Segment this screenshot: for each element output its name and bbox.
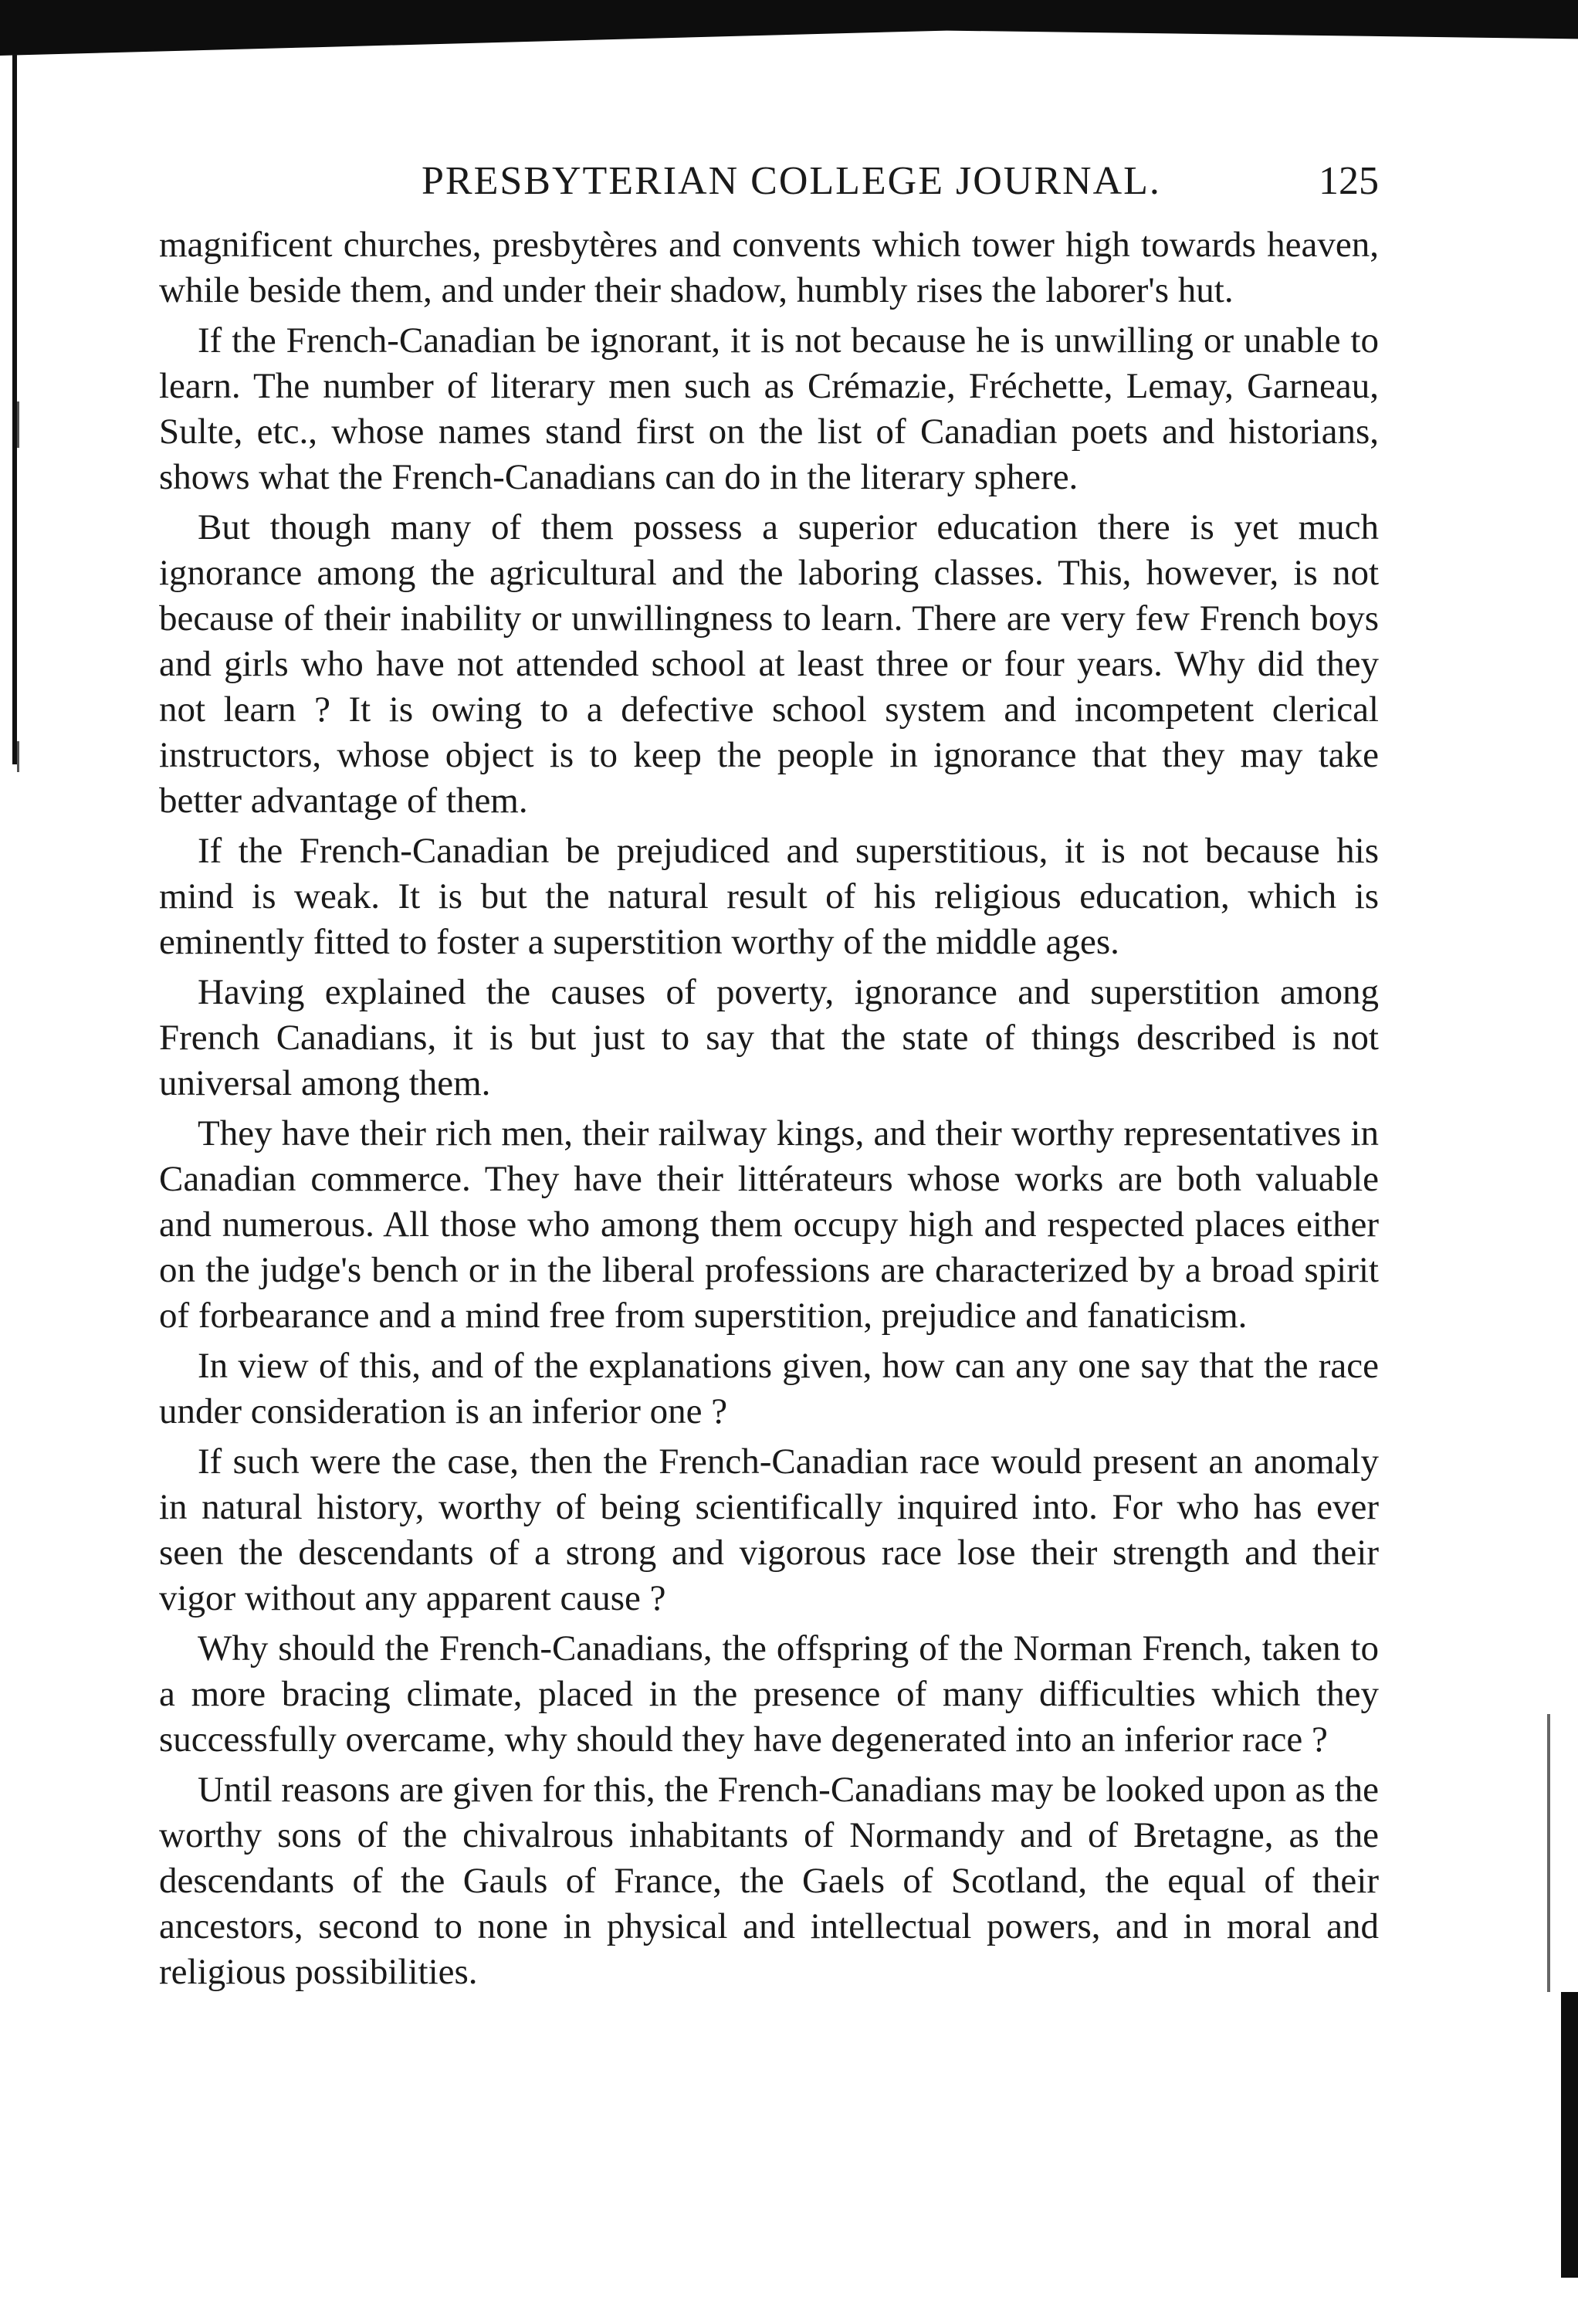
paragraph: magnificent churches, presbytères and convents which tower high towards heaven, while beside them, and under their shadow, humbly rises the laborer's hut. — [159, 225, 1379, 310]
scan-mark — [17, 401, 19, 448]
paragraph: But though many of them possess a superior education there is yet much ignorance among the agricultural and the laboring classes. This, however, is not because of their inability or unwillingness to learn. There are very few French boys and girls who have not attended school at least three or four years. Why did they not learn ? It is owing to a defective school system and incompetent clerical instructors, whose object is to keep the people in ignorance that they may take better advantage of them. — [159, 507, 1379, 821]
scan-mark — [17, 741, 19, 772]
paragraph: Until reasons are given for this, the French-Canadians may be looked upon as the worthy sons of the chivalrous inhabitants of Normandy and of Bretagne, as the descendants of the Gauls of France, the Gaels of Scotland, the equal of their ancestors, second to none in physical and intellectual powers, and in moral and religious possibilities. — [159, 1770, 1379, 1992]
scan-edge-right-thin — [1547, 1714, 1550, 1992]
scan-edge-right — [1561, 1992, 1578, 2278]
scan-edge-top — [0, 0, 1578, 56]
paragraph: If the French-Canadian be ignorant, it is not because he is unwilling or unable to learn. The number of literary men such as Crémazie, Fréchette, Lemay, Garneau, Sulte, etc., whose names stand first on the list of Canadian poets and historians, shows what the French-Canadians can do in the literary sphere. — [159, 320, 1379, 497]
paragraph: They have their rich men, their railway kings, and their worthy representatives in Canadian commerce. They have their littérateurs whose works are both valuable and numerous. All those who among them occupy high and respected places either on the judge's bench or in the liberal professions are characterized by a broad spirit of forbearance and a mind free from superstition, prejudice and fanaticism. — [159, 1113, 1379, 1336]
page-number: 125 — [1319, 159, 1379, 203]
journal-page — [159, 154, 1379, 2000]
paragraph: Why should the French-Canadians, the offspring of the Norman French, taken to a more bracing climate, placed in the presence of many difficulties which they successfully overcame, why should they have degenerated into an inferior race ? — [159, 1628, 1379, 1760]
running-head — [159, 154, 1379, 208]
paragraph: If such were the case, then the French-Canadian race would present an anomaly in natural history, worthy of being scientifically inquired into. For who has ever seen the descendants of a strong and vigorous race lose their strength and their vigor without any apparent cause ? — [159, 1441, 1379, 1618]
paragraph: If the French-Canadian be prejudiced and superstitious, it is not because his mind is weak. It is but the natural result of his religious education, which is eminently fitted to foster a superstition worthy of the middle ages. — [159, 831, 1379, 962]
paragraph: In view of this, and of the explanations given, how can any one say that the race under consideration is an inferior one ? — [159, 1346, 1379, 1431]
paragraph: Having explained the causes of poverty, ignorance and superstition among French Canadians, it is but just to say that the state of things described is not universal among them. — [159, 972, 1379, 1103]
running-title: PRESBYTERIAN COLLEGE JOURNAL. — [422, 159, 1161, 203]
